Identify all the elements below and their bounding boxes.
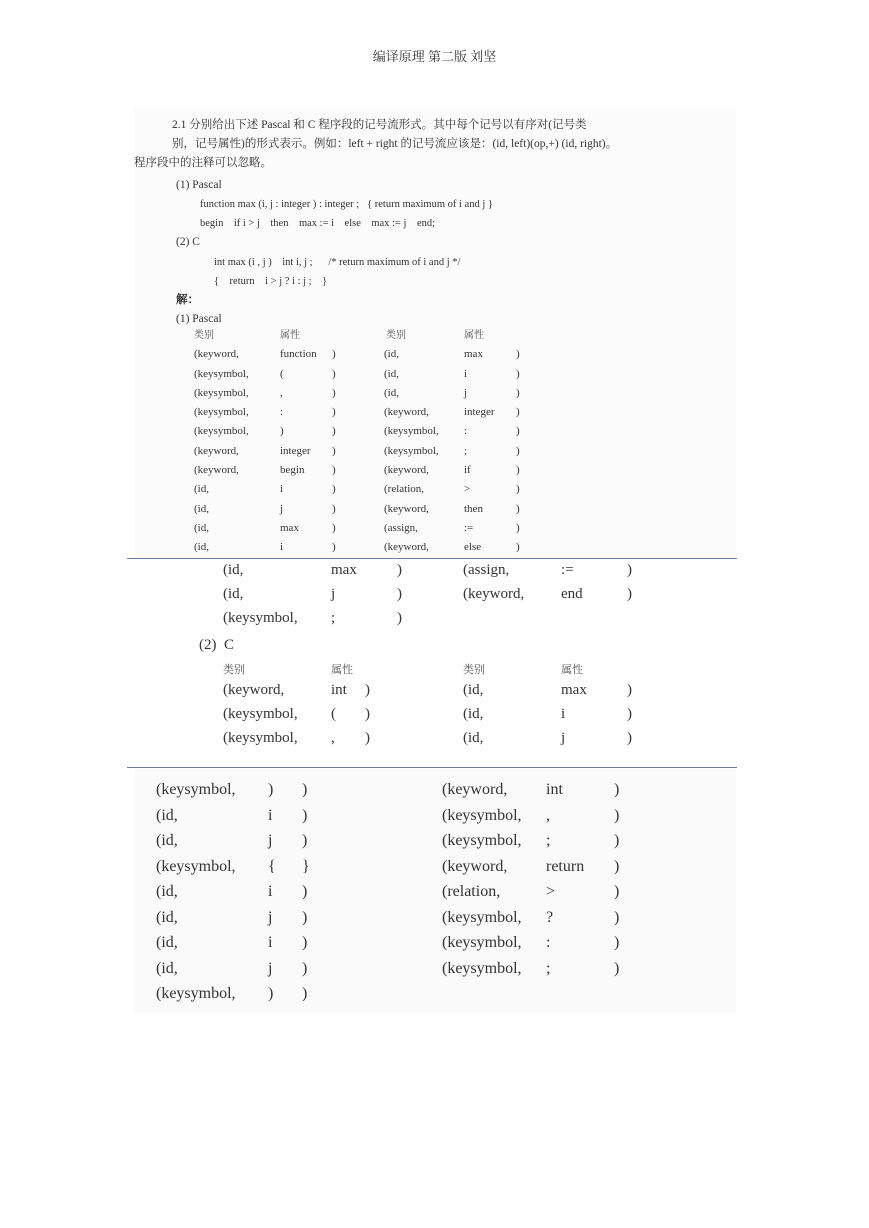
table-row — [134, 883, 736, 909]
token-close: ) — [516, 348, 520, 361]
problem-line-3: 程序段中的注释可以忽略。 — [134, 157, 272, 169]
token-attr: max — [331, 562, 357, 578]
token-close: ) — [614, 806, 620, 824]
token-attr: i — [268, 806, 273, 824]
pascal-label: (1) Pascal — [176, 179, 222, 191]
token-attr: ( — [331, 706, 336, 722]
table-row — [194, 345, 594, 364]
c-section-label: (2) C — [199, 637, 234, 653]
token-close: ) — [516, 406, 520, 419]
token-type: (assign, — [463, 562, 510, 578]
table-row — [194, 384, 594, 403]
token-attr: : — [546, 934, 551, 951]
token-type: (id, — [156, 832, 178, 849]
table-row — [194, 442, 594, 461]
token-close: ) — [614, 934, 620, 951]
token-type: (keyword, — [442, 857, 508, 875]
token-type: (keyword, — [194, 348, 239, 361]
token-type: (keyword, — [384, 502, 429, 515]
token-attr: else — [464, 541, 482, 554]
token-close: ) — [627, 706, 632, 722]
table-row — [134, 832, 736, 858]
token-type: (keysymbol, — [442, 959, 522, 977]
table-row — [223, 610, 743, 634]
token-close: ) — [397, 562, 402, 578]
token-close: ) — [516, 541, 520, 554]
table-row — [223, 730, 743, 754]
table-row — [223, 706, 743, 730]
token-close: ) — [516, 483, 520, 496]
header-attr: 属性 — [464, 330, 484, 341]
token-close: ) — [302, 832, 308, 849]
token-close: ) — [332, 541, 336, 554]
token-type: (keysymbol, — [223, 706, 298, 722]
token-attr: function — [280, 348, 317, 361]
token-attr: j — [561, 730, 566, 746]
token-close: ) — [397, 610, 402, 626]
table-row — [134, 858, 736, 884]
token-type: (id, — [156, 908, 178, 926]
token-attr: j — [268, 959, 273, 977]
table-header — [194, 326, 594, 345]
token-attr: j — [331, 586, 336, 602]
token-close: ) — [614, 781, 620, 798]
token-type: (relation, — [384, 483, 425, 496]
token-close: ) — [614, 959, 620, 977]
token-attr: max — [280, 521, 299, 534]
table-row — [134, 985, 736, 1011]
token-attr: int — [331, 682, 347, 698]
token-type: (assign, — [384, 521, 418, 534]
table-row — [223, 586, 743, 610]
token-type: (keyword, — [384, 406, 429, 419]
answer-pascal-label: (1) Pascal — [176, 313, 222, 325]
token-type: (keysymbol, — [384, 444, 439, 457]
token-attr: j — [268, 832, 273, 849]
token-type: (keysymbol, — [156, 857, 236, 875]
token-close: ) — [302, 985, 308, 1002]
token-type: (id, — [223, 562, 244, 578]
token-close: ) — [614, 857, 620, 875]
problem-statement — [134, 116, 692, 173]
token-type: (id, — [194, 541, 209, 554]
token-type: (id, — [384, 367, 399, 380]
token-type: (id, — [384, 348, 399, 361]
header-attr: 属性 — [280, 330, 300, 341]
table-row — [223, 682, 743, 706]
token-attr: j — [268, 908, 273, 926]
token-close: ) — [614, 908, 620, 926]
token-attr: > — [464, 483, 471, 496]
token-attr: end — [561, 586, 583, 602]
token-close: ) — [627, 730, 632, 746]
table-row — [194, 403, 594, 422]
header-type: 类别 — [386, 330, 406, 341]
scan-divider — [127, 558, 737, 559]
token-type: (keysymbol, — [194, 406, 249, 419]
token-attr: max — [464, 348, 483, 361]
token-attr: ; — [331, 610, 336, 626]
token-close: ) — [332, 348, 336, 361]
token-close: ) — [516, 386, 520, 399]
scanned-section-problem — [134, 106, 736, 558]
token-close: ) — [516, 367, 520, 380]
table-row — [134, 807, 736, 833]
token-type: (relation, — [442, 883, 501, 900]
token-attr: integer — [464, 406, 495, 419]
answer-label: 解： — [176, 294, 199, 306]
token-close: ) — [302, 959, 308, 977]
token-attr: , — [546, 806, 550, 824]
token-attr: ) — [268, 985, 274, 1002]
token-close: ) — [516, 521, 520, 534]
header-type: 类别 — [223, 664, 245, 676]
table-row — [134, 934, 736, 960]
c-code-line-1: int max (i , j ) int i, j ; /* return maximum of i and j */ — [214, 257, 461, 268]
token-attr: i — [268, 934, 273, 951]
token-type: (keysymbol, — [194, 367, 249, 380]
token-close: ) — [516, 425, 520, 438]
table-row — [194, 422, 594, 441]
token-type: (id, — [463, 730, 484, 746]
token-attr: { — [268, 857, 276, 875]
scan-divider — [127, 767, 737, 768]
token-close: ) — [332, 502, 336, 515]
header-attr: 属性 — [331, 664, 353, 676]
header-type: 类别 — [463, 664, 485, 676]
table-row — [134, 960, 736, 986]
token-close: ) — [627, 562, 632, 578]
scanned-section-2 — [127, 560, 737, 765]
token-attr: begin — [280, 464, 305, 477]
token-type: (id, — [194, 502, 209, 515]
token-close: ) — [365, 706, 370, 722]
token-attr: ; — [464, 444, 468, 457]
token-close: ) — [332, 444, 336, 457]
scanned-section-3 — [134, 769, 736, 1013]
token-type: (id, — [194, 483, 209, 496]
token-type: (id, — [156, 934, 178, 951]
token-type: (id, — [463, 706, 484, 722]
token-close: ) — [302, 781, 308, 798]
token-type: (id, — [384, 386, 399, 399]
table-row — [194, 365, 594, 384]
token-close: ) — [397, 586, 402, 602]
pascal-token-table-part1 — [194, 326, 594, 558]
token-close: ) — [627, 586, 632, 602]
token-close: ) — [516, 502, 520, 515]
page-header: 编译原理 第二版 刘坚 — [372, 49, 497, 64]
token-attr: ( — [280, 367, 284, 380]
table-row — [223, 562, 743, 586]
token-type: (id, — [156, 883, 178, 900]
token-close: ) — [332, 483, 336, 496]
token-attr: : — [280, 406, 284, 419]
token-attr: , — [331, 730, 335, 746]
token-type: (keysymbol, — [156, 781, 236, 798]
token-type: (keyword, — [442, 781, 508, 798]
table-row — [194, 480, 594, 499]
token-attr: := — [464, 521, 474, 534]
token-attr: j — [280, 502, 284, 515]
token-attr: i — [268, 883, 273, 900]
token-type: (keyword, — [194, 444, 239, 457]
token-close: ) — [516, 444, 520, 457]
token-attr: return — [546, 857, 585, 875]
token-close: ) — [516, 464, 520, 477]
token-type: (keysymbol, — [442, 908, 522, 926]
token-type: (keyword, — [463, 586, 525, 602]
token-attr: max — [561, 682, 587, 698]
token-attr: if — [464, 464, 471, 477]
token-close: ) — [614, 832, 620, 849]
token-type: (id, — [156, 806, 178, 824]
token-type: (keyword, — [384, 464, 429, 477]
table-row — [134, 781, 736, 807]
token-attr: i — [464, 367, 468, 380]
token-close: ) — [365, 730, 370, 746]
problem-line-1: 2.1 分别给出下述 Pascal 和 C 程序段的记号流形式。其中每个记号以有序对(记号类 — [172, 119, 587, 131]
token-close: ) — [332, 367, 336, 380]
token-attr: ; — [546, 832, 551, 849]
c-code-line-2: { return i > j ? i : j ; } — [214, 276, 328, 287]
token-close: ) — [332, 464, 336, 477]
token-attr: := — [561, 562, 574, 578]
token-close: ) — [365, 682, 370, 698]
problem-line-2: 别，记号属性)的形式表示。例如：left + right 的记号流应该是：(id, left)(op,+) (id, right)。 — [172, 138, 618, 150]
token-close: ) — [614, 883, 620, 900]
token-type: (keysymbol, — [223, 730, 298, 746]
token-attr: int — [546, 781, 563, 798]
token-close: ) — [302, 883, 308, 900]
token-close: ) — [332, 386, 336, 399]
token-attr: , — [280, 386, 283, 399]
header-attr: 属性 — [561, 664, 583, 676]
table-row — [194, 500, 594, 519]
token-type: (keysymbol, — [384, 425, 439, 438]
token-attr: ) — [268, 781, 274, 798]
token-attr: ? — [546, 908, 554, 926]
token-type: (keysymbol, — [442, 806, 522, 824]
token-type: (id, — [223, 586, 244, 602]
token-close: } — [302, 857, 310, 875]
table-row — [134, 909, 736, 935]
token-type: (keysymbol, — [194, 425, 249, 438]
token-attr: > — [546, 883, 556, 900]
token-type: (keysymbol, — [442, 832, 522, 849]
token-type: (keysymbol, — [223, 610, 298, 626]
token-type: (id, — [156, 959, 178, 977]
token-attr: i — [561, 706, 566, 722]
token-attr: i — [280, 483, 284, 496]
pascal-code-line-2: begin if i > j then max := i else max := j end; — [200, 218, 436, 229]
token-close: ) — [302, 806, 308, 824]
token-close: ) — [332, 425, 336, 438]
token-attr: : — [464, 425, 468, 438]
c-label: (2) C — [176, 236, 200, 248]
token-attr: i — [280, 541, 284, 554]
token-close: ) — [332, 521, 336, 534]
token-attr: ) — [280, 425, 284, 438]
token-type: (keysymbol, — [442, 934, 522, 951]
token-attr: j — [464, 386, 468, 399]
token-type: (keysymbol, — [156, 985, 236, 1002]
token-type: (keyword, — [384, 541, 429, 554]
token-type: (id, — [194, 521, 209, 534]
token-type: (keysymbol, — [194, 386, 249, 399]
token-attr: ; — [546, 959, 551, 977]
header-type: 类别 — [194, 330, 214, 341]
pascal-code-line-1: function max (i, j : integer ) : integer ; { return maximum of i and j } — [200, 199, 493, 210]
token-type: (id, — [463, 682, 484, 698]
token-close: ) — [302, 934, 308, 951]
table-row — [194, 519, 594, 538]
token-type: (keyword, — [194, 464, 239, 477]
token-close: ) — [627, 682, 632, 698]
token-attr: integer — [280, 444, 311, 457]
token-close: ) — [332, 406, 336, 419]
table-row — [194, 538, 594, 557]
token-attr: then — [464, 502, 483, 515]
token-close: ) — [302, 908, 308, 926]
table-row — [194, 461, 594, 480]
token-type: (keyword, — [223, 682, 285, 698]
